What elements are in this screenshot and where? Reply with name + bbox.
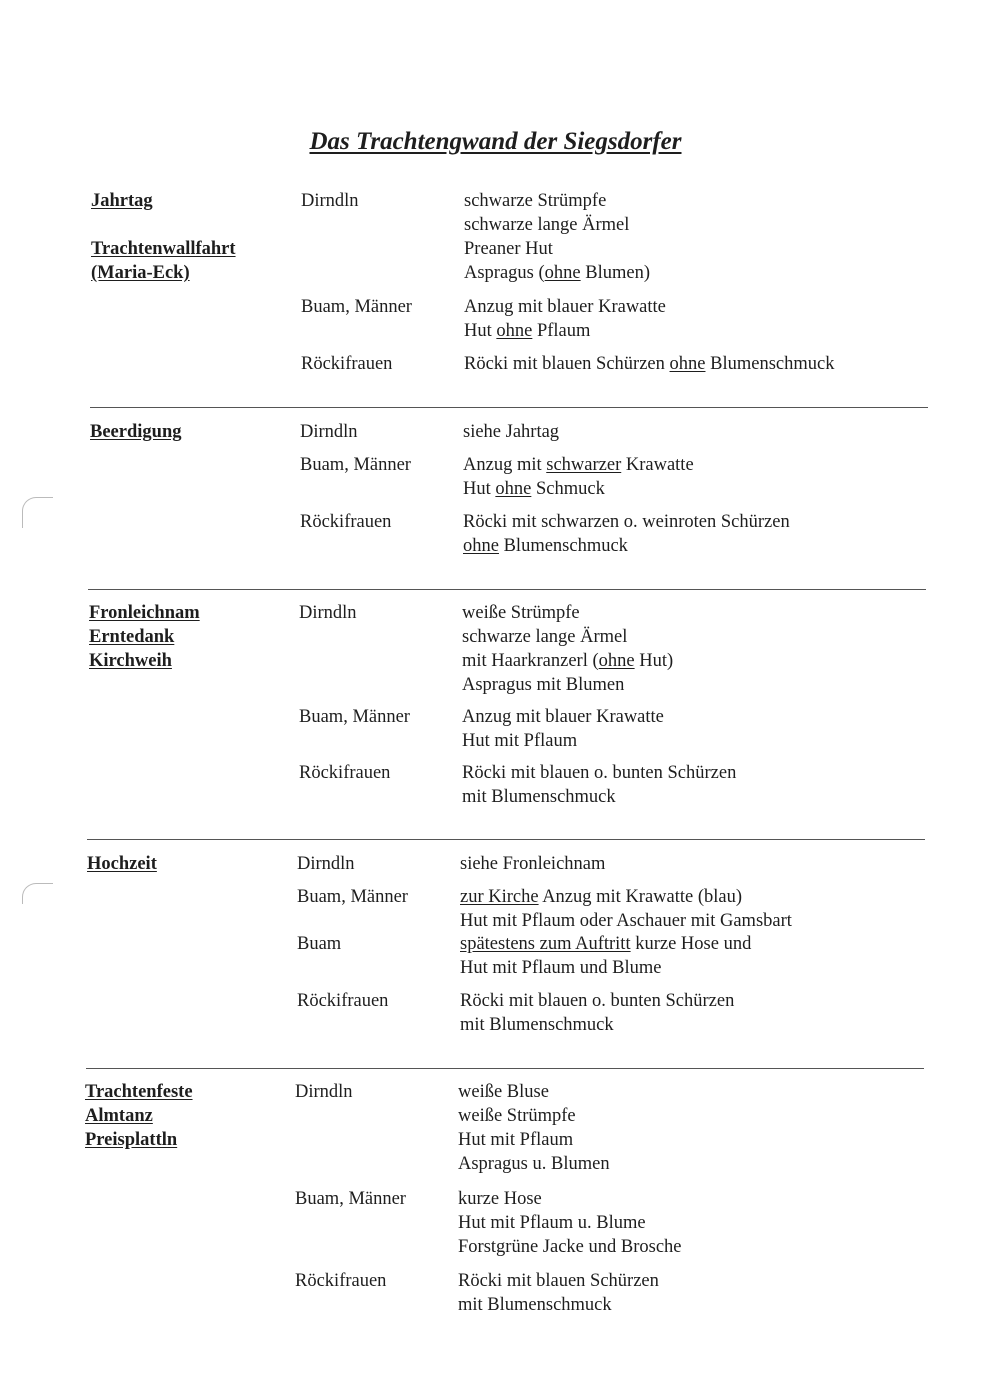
- attire-line: Anzug mit schwarzer Krawatte: [463, 455, 694, 475]
- group-label: Buam, Männer: [300, 455, 411, 475]
- attire-line: Hut mit Pflaum: [462, 731, 578, 751]
- attire-line: Hut mit Pflaum: [458, 1130, 574, 1150]
- attire-line: siehe Jahrtag: [463, 422, 560, 442]
- section-divider: [90, 407, 928, 408]
- occasion-label: Kirchweih: [89, 651, 172, 671]
- attire-description: [464, 295, 944, 343]
- attire-line: Hut ohne Pflaum: [464, 321, 591, 341]
- attire-line: Aspragus u. Blumen: [458, 1154, 610, 1174]
- occasion-label: Trachtenwallfahrt: [91, 239, 236, 259]
- group-label: Röckifrauen: [300, 512, 392, 532]
- attire-line: Röcki mit blauen o. bunten Schürzen: [462, 763, 737, 783]
- attire-line: Hut mit Pflaum oder Aschauer mit Gamsbart: [460, 911, 792, 931]
- attire-line: zur Kirche Anzug mit Krawatte (blau): [460, 887, 743, 907]
- attire-line: ohne Blumenschmuck: [463, 536, 628, 556]
- section-divider: [87, 839, 925, 840]
- group-label: Buam: [297, 934, 342, 954]
- attire-line: Hut mit Pflaum und Blume: [460, 958, 662, 978]
- attire-line: weiße Strümpfe: [458, 1106, 576, 1126]
- attire-line: Röcki mit schwarzen o. weinroten Schürzen: [463, 512, 790, 532]
- occasion-label: Beerdigung: [90, 422, 182, 442]
- group-label: Dirndln: [301, 191, 359, 211]
- group-label: Dirndln: [300, 422, 358, 442]
- attire-line: Anzug mit blauer Krawatte: [462, 707, 664, 727]
- occasion-label: (Maria-Eck): [91, 263, 190, 283]
- attire-description: [464, 352, 944, 376]
- punch-hole-mark: [22, 497, 53, 528]
- attire-description: [460, 885, 940, 933]
- attire-line: mit Blumenschmuck: [460, 1015, 614, 1035]
- attire-description: [458, 1080, 938, 1176]
- attire-line: spätestens zum Auftritt kurze Hose und: [460, 934, 752, 954]
- attire-line: Aspragus (ohne Blumen): [464, 263, 651, 283]
- group-label: Dirndln: [297, 854, 355, 874]
- group-label: Röckifrauen: [295, 1271, 387, 1291]
- group-label: Röckifrauen: [301, 354, 393, 374]
- attire-description: [460, 989, 940, 1037]
- attire-line: siehe Fronleichnam: [460, 854, 606, 874]
- attire-description: [462, 601, 942, 697]
- occasion-label: Almtanz: [85, 1106, 153, 1126]
- attire-line: Anzug mit blauer Krawatte: [464, 297, 666, 317]
- occasion-label: Jahrtag: [91, 191, 153, 211]
- occasion-label: Preisplattln: [85, 1130, 178, 1150]
- attire-description: [460, 932, 940, 980]
- punch-hole-mark: [22, 883, 53, 904]
- attire-description: [463, 420, 943, 444]
- attire-line: Preaner Hut: [464, 239, 553, 259]
- attire-line: schwarze lange Ärmel: [464, 215, 630, 235]
- attire-line: Hut mit Pflaum u. Blume: [458, 1213, 646, 1233]
- attire-line: mit Blumenschmuck: [462, 787, 616, 807]
- attire-line: Röcki mit blauen Schürzen: [458, 1271, 659, 1291]
- occasion-list: [90, 420, 290, 444]
- attire-description: [460, 852, 940, 876]
- attire-line: Aspragus mit Blumen: [462, 675, 625, 695]
- attire-description: [463, 453, 943, 501]
- attire-description: [462, 761, 942, 809]
- group-label: Dirndln: [295, 1082, 353, 1102]
- attire-description: [458, 1187, 938, 1259]
- attire-line: schwarze lange Ärmel: [462, 627, 628, 647]
- occasion-label: Hochzeit: [87, 854, 157, 874]
- attire-line: kurze Hose: [458, 1189, 542, 1209]
- attire-description: [463, 510, 943, 558]
- attire-description: [464, 189, 944, 285]
- occasion-list: [91, 189, 291, 285]
- occasion-label: Trachtenfeste: [85, 1082, 193, 1102]
- attire-line: schwarze Strümpfe: [464, 191, 607, 211]
- attire-description: [462, 705, 942, 753]
- group-label: Buam, Männer: [299, 707, 410, 727]
- occasion-label: Fronleichnam: [89, 603, 200, 623]
- section-divider: [86, 1068, 924, 1069]
- attire-line: Hut ohne Schmuck: [463, 479, 605, 499]
- group-label: Dirndln: [299, 603, 357, 623]
- attire-line: weiße Bluse: [458, 1082, 549, 1102]
- attire-line: weiße Strümpfe: [462, 603, 580, 623]
- attire-line: mit Blumenschmuck: [458, 1295, 612, 1315]
- attire-line: Forstgrüne Jacke und Brosche: [458, 1237, 682, 1257]
- page-title: Das Trachtengwand der Siegsdorfer: [309, 128, 682, 155]
- occasion-list: [89, 601, 289, 673]
- occasion-label: Erntedank: [89, 627, 175, 647]
- group-label: Buam, Männer: [297, 887, 408, 907]
- attire-line: Röcki mit blauen Schürzen ohne Blumenschmuck: [464, 354, 835, 374]
- group-label: Buam, Männer: [301, 297, 412, 317]
- section-divider: [88, 589, 926, 590]
- group-label: Röckifrauen: [297, 991, 389, 1011]
- group-label: Röckifrauen: [299, 763, 391, 783]
- attire-line: mit Haarkranzerl (ohne Hut): [462, 651, 674, 671]
- occasion-list: [85, 1080, 285, 1152]
- group-label: Buam, Männer: [295, 1189, 406, 1209]
- occasion-list: [87, 852, 287, 876]
- attire-description: [458, 1269, 938, 1317]
- attire-line: Röcki mit blauen o. bunten Schürzen: [460, 991, 735, 1011]
